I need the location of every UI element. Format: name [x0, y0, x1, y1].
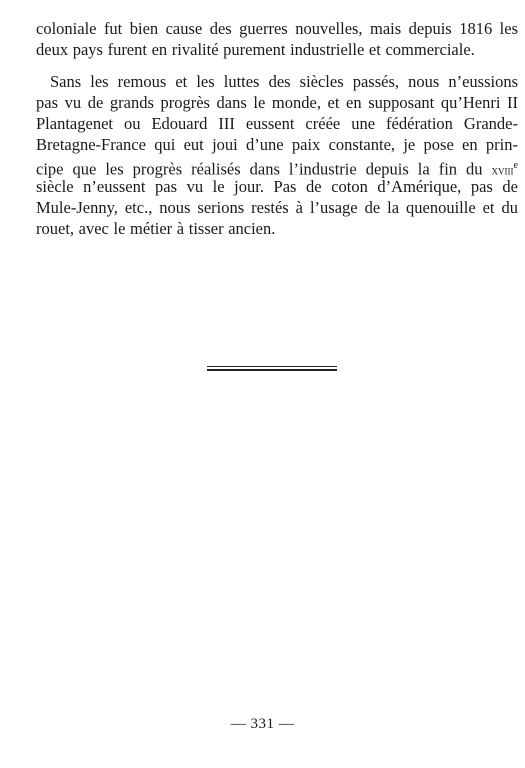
text-line: Bretagne-France qui eut joui d’une paix constante, je pose en prin- — [36, 135, 518, 154]
text-line: coloniale fut bien cause des guerres nouvelles, mais depuis 1816 les — [36, 19, 518, 38]
text-line: rouet, avec le métier à tisser ancien. — [36, 219, 276, 238]
century-numeral: xviii — [491, 162, 514, 178]
text-line: pas vu de grands progrès dans le monde, et en supposant qu’Henri II — [36, 93, 518, 112]
text-line: deux pays furent en rivalité purement industrielle et commerciale. — [36, 40, 475, 59]
paragraph-1 — [36, 18, 518, 60]
paragraph-2 — [36, 71, 518, 239]
century-superscript: e — [513, 160, 518, 171]
body-text — [36, 18, 518, 239]
text-line: Plantagenet ou Edouard III eussent créée une fédération Grande- — [36, 114, 518, 133]
section-divider — [207, 366, 337, 374]
page-number: — 331 — — [230, 716, 295, 732]
text-line-with-century — [36, 155, 518, 179]
divider-rule-bottom — [207, 369, 337, 371]
text-line: siècle n’eussent pas vu le jour. Pas de coton d’Amérique, pas de — [36, 177, 518, 196]
text-line: cipe que les progrès réalisés dans l’industrie depuis la fin du — [36, 159, 492, 179]
text-line: Mule-Jenny, etc., nous serions restés à l’usage de la quenouille et du — [36, 198, 518, 217]
text-line: Sans les remous et les luttes des siècles passés, nous n’eussions — [50, 72, 518, 91]
divider-rule-top — [207, 366, 337, 367]
